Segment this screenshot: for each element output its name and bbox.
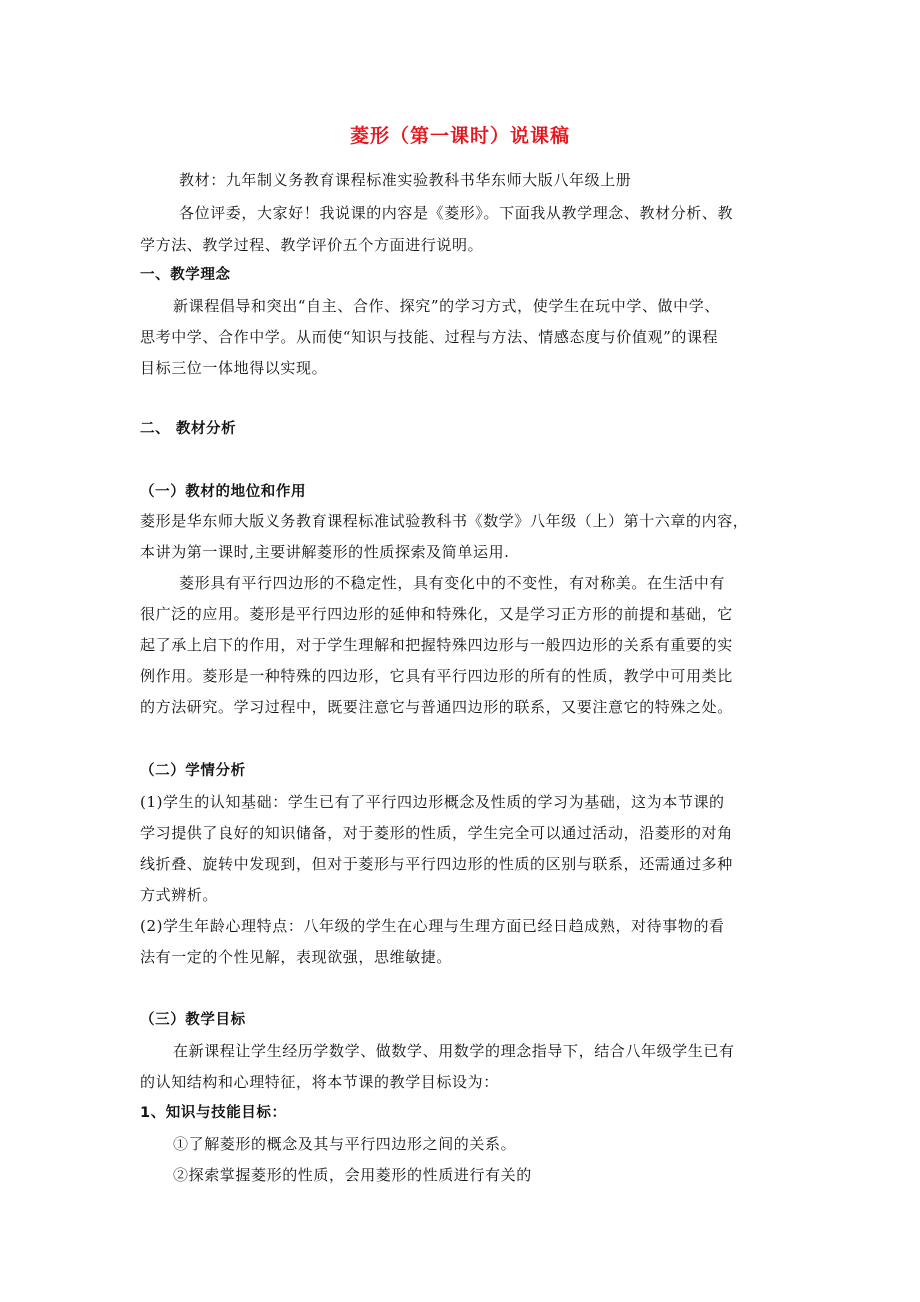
rhombus-paragraph-line-2: 很广泛的应用。菱形是平行四边形的延伸和特殊化，又是学习正方形的前提和基础，它: [140, 605, 733, 623]
subheading-status-and-role: （一）教材的地位和作用: [140, 484, 307, 500]
student-analysis-line-5: (2)学生年龄心理特点：八年级的学生在心理与生理方面已经日趋成熟，对待事物的看: [140, 917, 725, 935]
student-analysis-line-6: 法有一定的个性见解，表现欲强，思维敏捷。: [140, 948, 453, 966]
rhombus-paragraph-line-1: 菱形具有平行四边形的不稳定性，具有变化中的不变性，有对称美。在生活中有: [179, 574, 726, 592]
goals-line-1: 在新课程让学生经历学数学、做数学、用数学的理念指导下，结合八年级学生已有: [173, 1042, 735, 1060]
student-analysis-line-1: (1)学生的认知基础：学生已有了平行四边形概念及性质的学习为基础，这为本节课的: [140, 793, 725, 811]
rhombus-paragraph-line-5: 的方法研究。学习过程中，既要注意它与普通四边形的联系，又要注意它的特殊之处。: [140, 698, 733, 716]
section-heading-textbook-analysis: 二、 教材分析: [140, 421, 237, 437]
section-heading-teaching-philosophy: 一、教学理念: [140, 267, 231, 283]
rhombus-paragraph-line-4: 例作用。菱形是一种特殊的四边形，它具有平行四边形的所有的性质，教学中可用类比: [140, 667, 733, 685]
subheading-teaching-goals: （三）教学目标: [140, 1012, 246, 1028]
status-line-2: 本讲为第一课时,主要讲解菱形的性质探索及简单运用.: [140, 543, 510, 561]
student-analysis-line-4: 方式辨析。: [140, 886, 219, 904]
subheading-knowledge-skill-goals: 1、知识与技能目标：: [140, 1105, 287, 1121]
intro-line-1: 各位评委，大家好！我说课的内容是《菱形》。下面我从教学理念、教材分析、教: [179, 204, 734, 222]
status-line-1: 菱形是华东师大版义务教育课程标准试验教科书《数学》八年级（上）第十六章的内容，: [140, 512, 749, 530]
philosophy-line-3: 目标三位一体地得以实现。: [140, 359, 328, 377]
student-analysis-line-3: 线折叠、旋转中发现到，但对于菱形与平行四边形的性质的区别与联系，还需通过多种: [140, 855, 733, 873]
intro-line-2: 学方法、教学过程、教学评价五个方面进行说明。: [140, 236, 484, 254]
student-analysis-line-2: 学习提供了良好的知识储备，对于菱形的性质，学生完全可以通过活动，沿菱形的对角: [140, 824, 733, 842]
goal-item-1: ①了解菱形的概念及其与平行四边形之间的关系。: [173, 1135, 517, 1153]
goal-item-2: ②探索掌握菱形的性质，会用菱形的性质进行有关的: [173, 1166, 532, 1184]
textbook-line: 教材：九年制义务教育课程标准实验教科书华东师大版八年级上册: [179, 171, 632, 189]
philosophy-line-2: 思考中学、合作中学。从而使“知识与技能、过程与方法、情感态度与价值观”的课程: [140, 328, 719, 346]
philosophy-line-1: 新课程倡导和突出“自主、合作、探究”的学习方式，使学生在玩中学、做中学、: [173, 297, 720, 315]
document-title: 菱形（第一课时）说课稿: [349, 125, 570, 147]
goals-line-2: 的认知结构和心理特征，将本节课的教学目标设为：: [140, 1073, 499, 1091]
subheading-student-analysis: （二）学情分析: [140, 763, 246, 779]
rhombus-paragraph-line-3: 起了承上启下的作用，对于学生理解和把握特殊四边形与一般四边形的关系有重要的实: [140, 636, 733, 654]
